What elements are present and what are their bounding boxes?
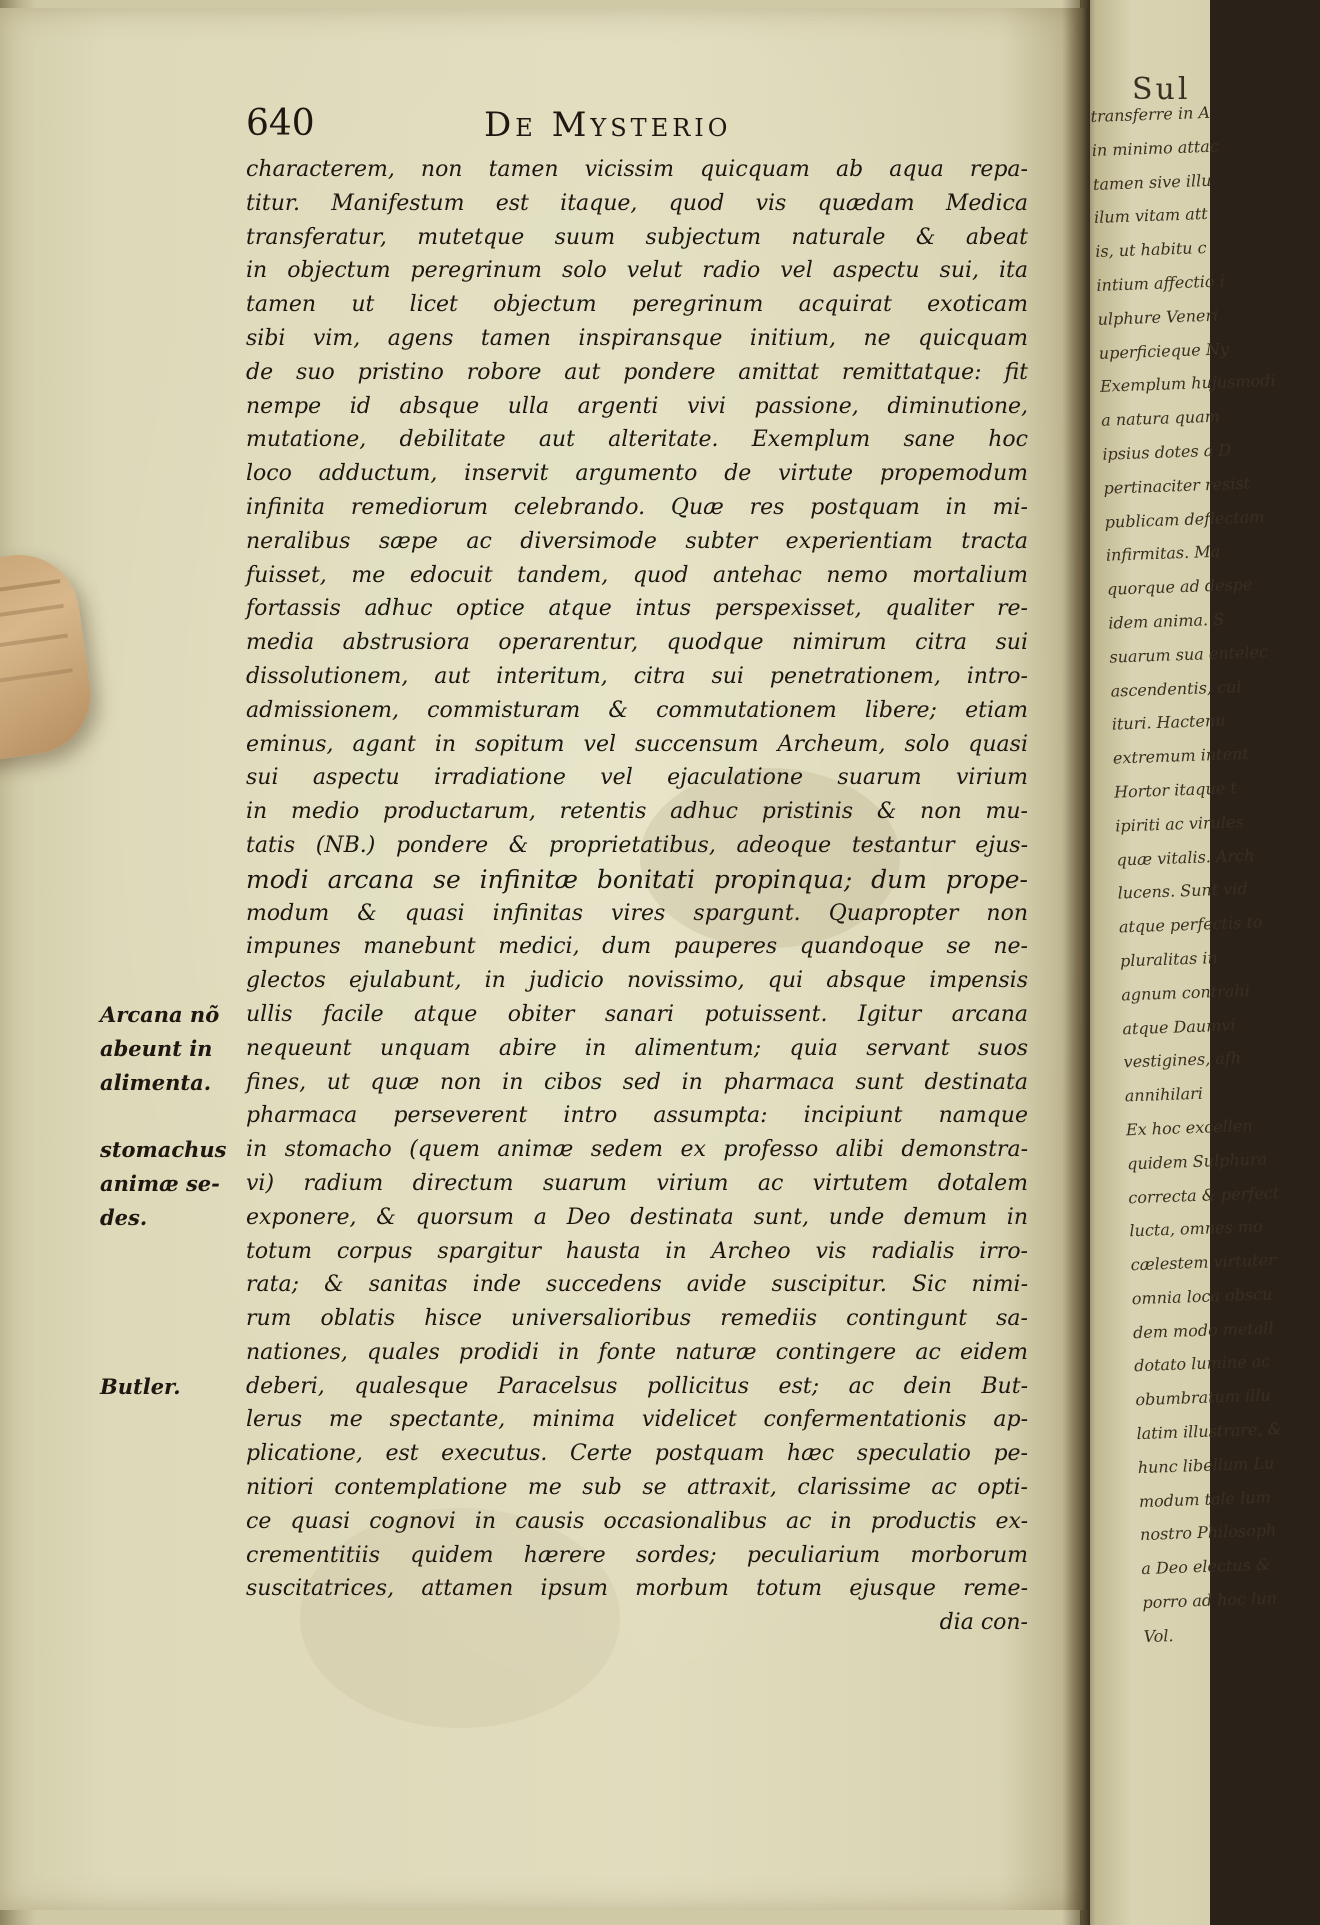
facing-page-line: Exemplum hujusmodi bbox=[1099, 371, 1276, 397]
facing-page-line: modum tale lum bbox=[1138, 1487, 1272, 1511]
facing-page-line: dem modo metall bbox=[1132, 1318, 1274, 1342]
facing-page-line: a Deo electus & bbox=[1140, 1554, 1271, 1579]
text-line: eminus, agant in sopitum vel succensum Archeum, solo quasi bbox=[246, 731, 1028, 757]
facing-page-line: quidem Sulphura bbox=[1126, 1149, 1268, 1174]
facing-page-line: porro ad hoc lun bbox=[1142, 1588, 1278, 1613]
text-line: infinita remediorum celebrando. Quæ res postquam in mi- bbox=[246, 494, 1028, 520]
facing-page-header: Sul bbox=[1132, 72, 1191, 107]
book-page bbox=[0, 8, 1088, 1910]
text-line: fines, ut quæ non in cibos sed in pharmaca sunt destinata bbox=[246, 1069, 1028, 1095]
text-line: sibi vim, agens tamen inspiransque initium, ne quicquam bbox=[246, 325, 1028, 351]
text-line: dissolutionem, aut interitum, citra sui penetrationem, intro- bbox=[246, 663, 1028, 689]
facing-page-line: lucens. Sunt vid bbox=[1117, 879, 1248, 903]
facing-page-line: infirmitas. Ma bbox=[1105, 542, 1221, 566]
facing-page-line: obumbratum illu bbox=[1135, 1385, 1272, 1410]
facing-page-line: pertinaciter resist bbox=[1103, 473, 1251, 498]
text-line: nitiori contemplatione me sub se attraxit, clarissime ac opti- bbox=[246, 1475, 1028, 1501]
margin-note: stomachus bbox=[100, 1137, 227, 1163]
text-line: deberi, qualesque Paracelsus pollicitus est; ac dein But- bbox=[246, 1373, 1028, 1399]
text-line: crementitiis quidem hærere sordes; peculiarium morborum bbox=[246, 1542, 1028, 1568]
text-line: dia con- bbox=[939, 1610, 1028, 1636]
facing-page-line: cælestem virtuter bbox=[1130, 1250, 1276, 1275]
facing-page-line: Hortor itaque t bbox=[1113, 778, 1238, 802]
text-line: admissionem, commisturam & commutationem libere; etiam bbox=[246, 697, 1028, 723]
facing-page-line: Ex hoc excellen bbox=[1125, 1115, 1253, 1140]
facing-page-line: a natura quam bbox=[1100, 406, 1221, 430]
text-line: de suo pristino robore aut pondere amittat remittatque: fit bbox=[246, 359, 1028, 385]
page-number: 640 bbox=[246, 103, 315, 144]
gutter-shadow bbox=[1062, 0, 1090, 1925]
facing-page-line: intium affectio i bbox=[1096, 271, 1225, 295]
text-line: tamen ut licet objectum peregrinum acquirat exoticam bbox=[246, 292, 1028, 318]
facing-page-line: quæ vitalis. Arch bbox=[1116, 845, 1255, 870]
facing-page-line: quorque ad despe bbox=[1106, 574, 1253, 599]
text-line: sui aspectu irradiatione vel ejaculatione suarum virium bbox=[246, 765, 1028, 791]
text-line: exponere, & quorsum a Deo destinata sunt, unde demum in bbox=[246, 1204, 1028, 1230]
text-line: modi arcana se infinitæ bonitati propinqua; dum prope- bbox=[246, 864, 1028, 894]
facing-page-line: omnia loca obscu bbox=[1131, 1284, 1273, 1309]
margin-note: abeunt in bbox=[100, 1035, 213, 1061]
text-line: ullis facile atque obiter sanari potuissent. Igitur arcana bbox=[246, 1001, 1028, 1027]
text-line: characterem, non tamen vicissim quicquam ab aqua repa- bbox=[246, 157, 1028, 182]
facing-page-line: tamen sive illu bbox=[1092, 170, 1212, 194]
text-line: impunes manebunt medici, dum pauperes quandoque se ne- bbox=[246, 934, 1028, 960]
facing-page-line: ascendentis, cui bbox=[1110, 676, 1242, 701]
facing-page-line: ipiriti ac virules bbox=[1115, 811, 1244, 836]
text-line: lerus me spectante, minima videlicet confermentationis ap- bbox=[246, 1407, 1028, 1433]
text-line: ce quasi cognovi in causis occasionalibus ac in productis ex- bbox=[246, 1508, 1028, 1534]
facing-page-line: atque perfectis to bbox=[1118, 912, 1263, 937]
text-line: plicatione, est executus. Certe postquam hæc speculatio pe- bbox=[246, 1441, 1028, 1467]
facing-page-line: extremum intent bbox=[1112, 744, 1250, 768]
facing-page-line: publicam deflectam bbox=[1104, 506, 1265, 532]
text-line: fuisset, me edocuit tandem, quod antehac nemo mortalium bbox=[246, 562, 1028, 588]
facing-page-text bbox=[1090, 96, 1283, 1654]
facing-page-line: idem anima. S bbox=[1107, 609, 1225, 633]
facing-page-line: vestigines, afh bbox=[1123, 1048, 1242, 1072]
text-line: in medio productarum, retentis adhuc pristinis & non mu- bbox=[246, 799, 1028, 825]
running-head bbox=[246, 103, 1046, 153]
margin-note: Arcana nõ bbox=[100, 1002, 220, 1027]
facing-page-line: atque Daumvi bbox=[1122, 1015, 1236, 1038]
margin-note: des. bbox=[100, 1204, 148, 1230]
facing-page-line: transferre in A bbox=[1090, 102, 1211, 126]
facing-page-line: is, ut habitu c bbox=[1094, 238, 1207, 262]
facing-page-line: ituri. Hactenu bbox=[1111, 710, 1226, 734]
facing-page-line: Vol. bbox=[1143, 1625, 1174, 1646]
text-line: nequeunt unquam abire in alimentum; quia servant suos bbox=[246, 1035, 1028, 1061]
facing-page-line: in minimo attac bbox=[1091, 136, 1220, 160]
margin-note: alimenta. bbox=[100, 1069, 212, 1095]
facing-page-line: suarum sua entelec bbox=[1109, 641, 1269, 667]
text-line: in stomacho (quem animæ sedem ex professo alibi demonstra- bbox=[246, 1137, 1028, 1163]
page-title: De Mysterio bbox=[484, 105, 732, 145]
facing-page-line: uperficieque Ny bbox=[1098, 338, 1230, 363]
facing-page-line: hunc libellum Lu bbox=[1137, 1453, 1275, 1478]
text-line: glectos ejulabunt, in judicio novissimo, qui absque impensis bbox=[246, 968, 1028, 994]
facing-page-line: correcta & perfect bbox=[1127, 1182, 1280, 1207]
text-line: tatis (NB.) pondere & proprietatibus, adeoque testantur ejus- bbox=[246, 832, 1028, 858]
margin-note: Butler. bbox=[100, 1373, 181, 1399]
text-line: mutatione, debilitate aut alteritate. Exemplum sane hoc bbox=[246, 427, 1028, 453]
text-line: rum oblatis hisce universalioribus remediis contingunt sa- bbox=[246, 1306, 1028, 1332]
text-line: modum & quasi infinitas vires spargunt. Quapropter non bbox=[246, 900, 1028, 926]
facing-page-line: nostro Philosoph bbox=[1139, 1520, 1277, 1545]
text-line: in objectum peregrinum solo velut radio vel aspectu sui, ita bbox=[246, 258, 1028, 284]
margin-note: animæ se- bbox=[100, 1171, 220, 1196]
facing-page-line: dotato lumine ac bbox=[1133, 1351, 1271, 1376]
text-line: nationes, quales prodidi in fonte naturæ contingere ac eidem bbox=[246, 1339, 1028, 1365]
facing-page-line: annihilari bbox=[1124, 1083, 1204, 1106]
facing-page-line: ilum vitam att bbox=[1093, 204, 1208, 228]
text-line: neralibus sæpe ac diversimode subter experientiam tracta bbox=[246, 528, 1028, 554]
text-line: fortassis adhuc optice atque intus perspexisset, qualiter re- bbox=[246, 596, 1028, 622]
text-line: nempe id absque ulla argenti vivi passione, diminutione, bbox=[246, 393, 1028, 419]
facing-page-line: ulphure Veneri bbox=[1097, 305, 1219, 329]
body-text bbox=[246, 153, 1028, 1640]
facing-page bbox=[1080, 0, 1283, 1925]
facing-page-line: pluralitas in bbox=[1119, 947, 1219, 971]
text-line: media abstrusiora operarentur, quodque nimirum citra sui bbox=[246, 630, 1028, 656]
facing-page-line: latim illustrare, & bbox=[1136, 1419, 1283, 1444]
text-line: rata; & sanitas inde succedens avide suscipitur. Sic nimi- bbox=[246, 1272, 1028, 1298]
facing-page-line: agnum contrahi bbox=[1120, 980, 1251, 1005]
facing-page-line: ipsius dotes a D bbox=[1102, 440, 1232, 464]
text-line: titur. Manifestum est itaque, quod vis quædam Medica bbox=[246, 190, 1028, 216]
text-line: pharmaca perseverent intro assumpta: incipiunt namque bbox=[246, 1103, 1028, 1129]
facing-page-line: lucta, omnes mo bbox=[1129, 1216, 1263, 1241]
text-line: vi) radium directum suarum virium ac virtutem dotalem bbox=[246, 1170, 1028, 1196]
text-line: transferatur, mutetque suum subjectum naturale & abeat bbox=[246, 224, 1028, 250]
text-line: loco adductum, inservit argumento de virtute propemodum bbox=[246, 461, 1028, 487]
text-line: totum corpus spargitur hausta in Archeo vis radialis irro- bbox=[246, 1238, 1028, 1264]
text-line: suscitatrices, attamen ipsum morbum totum ejusque reme- bbox=[246, 1576, 1028, 1602]
